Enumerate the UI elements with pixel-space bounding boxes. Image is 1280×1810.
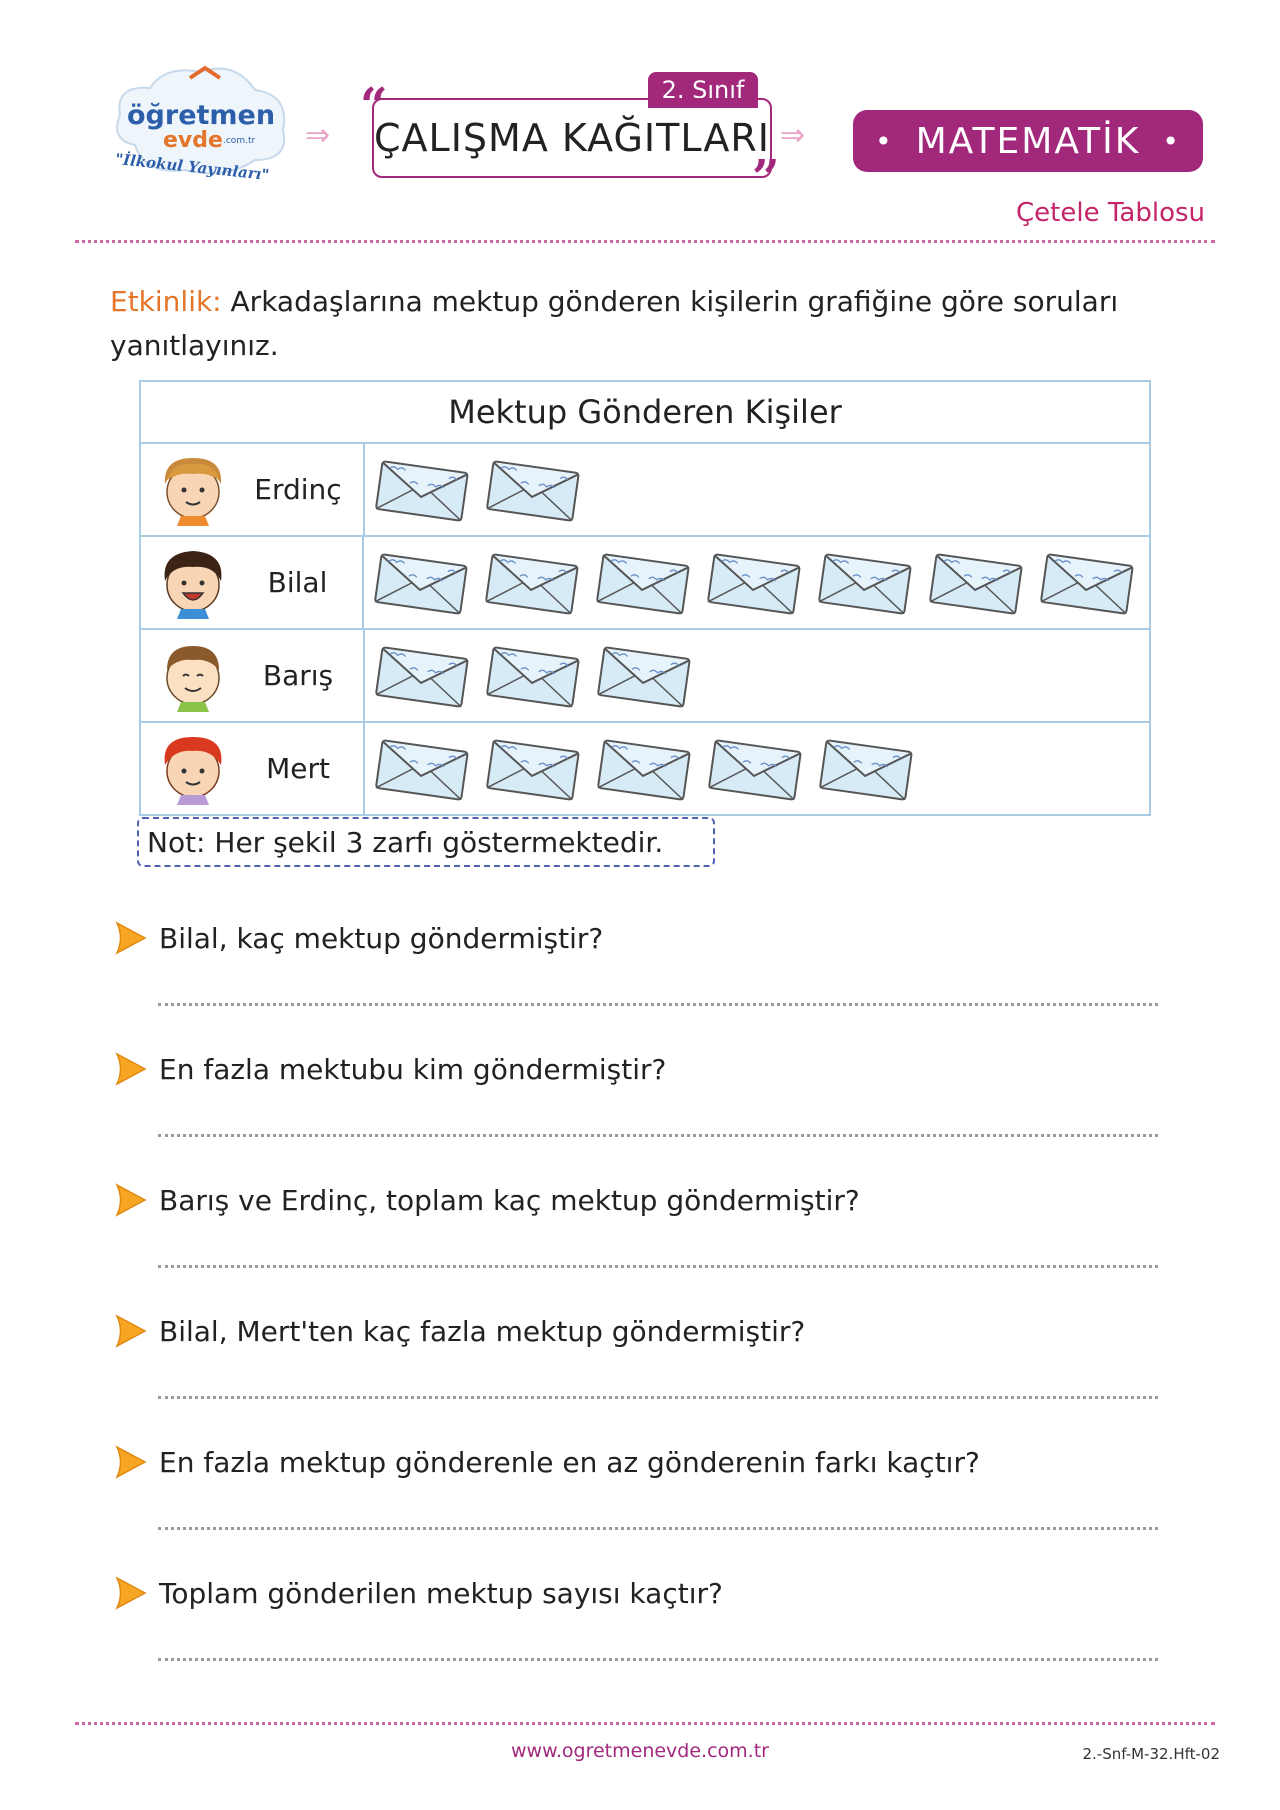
question-item	[115, 1311, 1175, 1351]
envelope-icon	[373, 455, 471, 525]
arrow-right-icon: ⇒	[305, 118, 331, 153]
kid-avatar-icon	[153, 543, 233, 623]
question-text: En fazla mektubu kim göndermiştir?	[159, 1052, 667, 1086]
question-item	[115, 1049, 1175, 1089]
logo-tagline: "İlkokul Yayınları"	[114, 149, 271, 185]
name-cell	[141, 537, 364, 628]
footer-code: 2.-Snf-M-32.Hft-02	[1082, 1745, 1220, 1763]
envelope-cell	[364, 537, 1149, 628]
instruction-label: Etkinlik:	[110, 285, 222, 318]
logo	[105, 60, 295, 195]
arrow-bullet-icon	[115, 1052, 147, 1086]
pictograph-note: Not: Her şekil 3 zarfı göstermektedir.	[137, 817, 715, 867]
header-divider	[75, 240, 1215, 243]
envelope-icon	[483, 548, 581, 618]
pictograph-title: Mektup Gönderen Kişiler	[141, 382, 1149, 444]
answer-line[interactable]	[158, 1527, 1158, 1530]
bullet-dot-icon: •	[875, 124, 894, 158]
envelope-icon	[706, 734, 804, 804]
envelope-cell	[365, 630, 1149, 721]
worksheet-title: ÇALIŞMA KAĞITLARI	[372, 98, 772, 178]
arrow-bullet-icon	[115, 921, 147, 955]
footer-divider	[75, 1722, 1215, 1725]
question-item	[115, 1573, 1175, 1613]
answer-line[interactable]	[158, 1265, 1158, 1268]
envelope-icon	[484, 455, 582, 525]
envelope-icon	[595, 641, 693, 711]
name-cell	[141, 723, 365, 814]
arrow-bullet-icon	[115, 1445, 147, 1479]
question-text: Bilal, Mert'ten kaç fazla mektup göndermiştir?	[159, 1314, 806, 1348]
footer-url[interactable]: www.ogretmenevde.com.tr	[511, 1740, 769, 1762]
kid-avatar-icon	[153, 636, 233, 716]
envelope-icon	[1038, 548, 1136, 618]
envelope-icon	[484, 734, 582, 804]
question-text: En fazla mektup gönderenle en az gönderenin farkı kaçtır?	[159, 1445, 980, 1479]
answer-line[interactable]	[158, 1003, 1158, 1006]
envelope-icon	[705, 548, 803, 618]
pictograph-table	[139, 380, 1151, 816]
topic-label: Çetele Tablosu	[1016, 198, 1205, 228]
table-row	[141, 444, 1149, 537]
envelope-cell	[365, 723, 1149, 814]
question-text: Bilal, kaç mektup göndermiştir?	[159, 921, 604, 955]
open-quote-icon: “	[360, 78, 388, 134]
arrow-right-icon: ⇒	[780, 118, 806, 153]
question-item	[115, 1180, 1175, 1220]
subject-pill	[853, 110, 1203, 172]
envelope-icon	[927, 548, 1025, 618]
name-cell	[141, 444, 365, 535]
question-item	[115, 918, 1175, 958]
envelope-icon	[595, 734, 693, 804]
question-text: Barış ve Erdinç, toplam kaç mektup göndermiştir?	[159, 1183, 860, 1217]
envelope-icon	[373, 734, 471, 804]
logo-main: öğretmen	[127, 100, 276, 131]
logo-domain: .com.tr	[223, 136, 256, 146]
name-cell	[141, 630, 365, 721]
envelope-cell	[365, 444, 1149, 535]
grade-tab: 2. Sınıf	[648, 72, 758, 108]
envelope-icon	[816, 548, 914, 618]
arrow-bullet-icon	[115, 1314, 147, 1348]
bullet-dot-icon: •	[1162, 124, 1181, 158]
question-text: Toplam gönderilen mektup sayısı kaçtır?	[159, 1576, 723, 1610]
arrow-bullet-icon	[115, 1576, 147, 1610]
answer-line[interactable]	[158, 1396, 1158, 1399]
logo-sub: evde	[163, 128, 223, 153]
kid-name: Bilal	[267, 566, 328, 599]
table-row	[141, 537, 1149, 630]
answer-line[interactable]	[158, 1134, 1158, 1137]
kid-name: Erdinç	[254, 473, 342, 506]
instruction-text: Arkadaşlarına mektup gönderen kişilerin grafiğine göre soruları yanıtlayınız.	[110, 285, 1119, 362]
table-row	[141, 630, 1149, 723]
table-row	[141, 723, 1149, 814]
subject-label: MATEMATİK	[915, 120, 1141, 162]
envelope-icon	[372, 548, 470, 618]
instruction	[110, 280, 1170, 368]
question-item	[115, 1442, 1175, 1482]
kid-avatar-icon	[153, 729, 233, 809]
envelope-icon	[373, 641, 471, 711]
envelope-icon	[594, 548, 692, 618]
envelope-icon	[484, 641, 582, 711]
envelope-icon	[817, 734, 915, 804]
kid-name: Mert	[266, 752, 330, 785]
kid-name: Barış	[262, 659, 334, 692]
close-quote-icon: ”	[752, 150, 780, 206]
kid-avatar-icon	[153, 450, 233, 530]
arrow-bullet-icon	[115, 1183, 147, 1217]
answer-line[interactable]	[158, 1658, 1158, 1661]
